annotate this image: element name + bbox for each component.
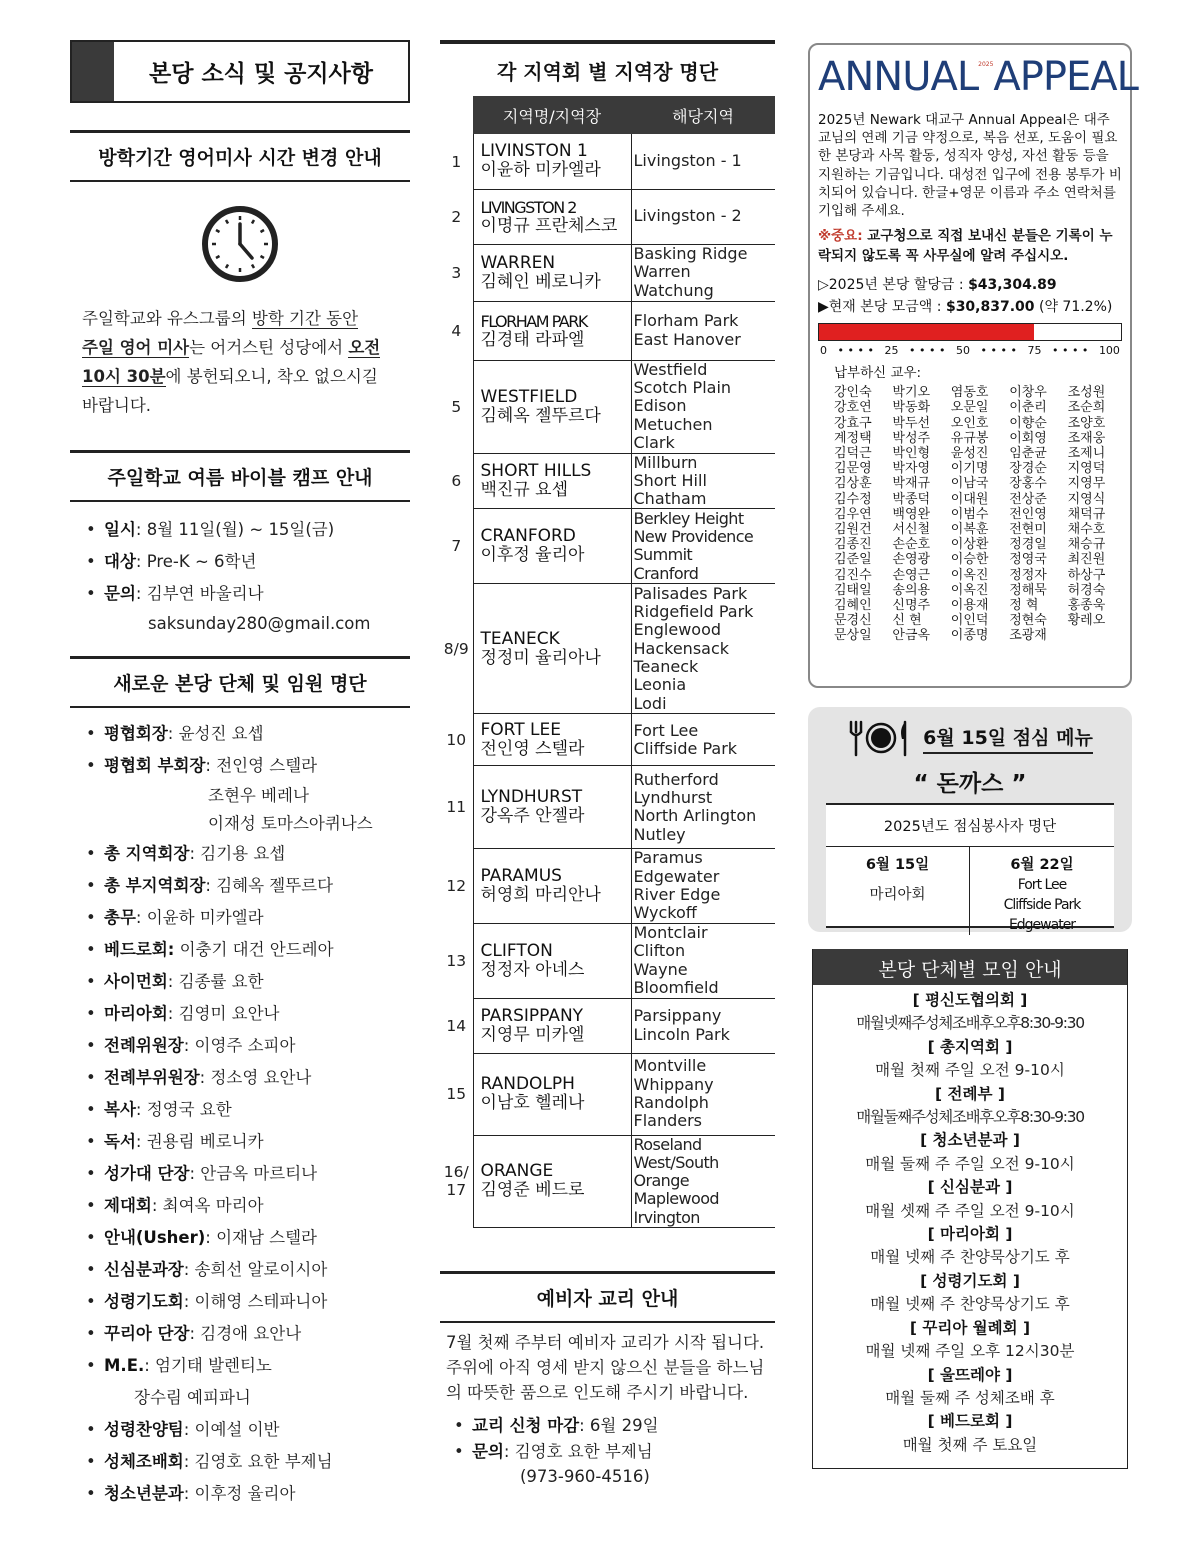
donor-name: 채수호 — [1067, 522, 1106, 538]
officer-item: • 성령기도회: 이해영 스테파니아 — [86, 1286, 410, 1318]
region-name: ORANGE — [480, 1161, 554, 1182]
region-row — [440, 998, 775, 1053]
donor-name: 조순희 — [1067, 400, 1106, 416]
donor-name: 손영근 — [892, 567, 931, 583]
donor-name: 박종덕 — [892, 491, 931, 507]
donor-name: 이춘리 — [1009, 400, 1047, 416]
donor-name: 최진원 — [1067, 552, 1106, 568]
catechumen-heading: 예비자 교리 안내 — [440, 1271, 775, 1323]
meeting-time: 매월 넷째 주 찬양묵상기도 후 — [870, 1295, 1070, 1314]
region-name-cell — [473, 1053, 631, 1135]
donor-name: 조양호 — [1067, 415, 1106, 431]
region-name: LIVINSTON 1 — [480, 141, 588, 162]
lunch-header — [823, 717, 1117, 759]
region-name: PARAMUS — [480, 865, 562, 886]
catechumen-list — [440, 1413, 775, 1465]
officer-item: • 총 지역회장: 김기용 요셉 — [86, 838, 410, 870]
region-name: CRANFORD — [480, 526, 576, 547]
donor-name: 손순호 — [892, 537, 931, 553]
region-number: 5 — [451, 397, 462, 416]
volunteer-week1: 6월 15일 마리아회 — [826, 847, 970, 935]
donor-name: 김진수 — [834, 567, 872, 583]
donor-name: 신 현 — [892, 613, 922, 629]
donor-name: 김덕근 — [834, 446, 872, 462]
donor-name: 이기명 — [950, 461, 989, 477]
donor-name: 정영국 — [1009, 552, 1047, 568]
region-row — [440, 134, 775, 189]
officer-item: • 전례부위원장: 정소영 요안나 — [86, 1062, 410, 1094]
th-areas: 해당지역 — [631, 96, 775, 134]
officer-item: • 평협회장: 윤성진 요셉 — [86, 718, 410, 750]
donor-name: 박인형 — [892, 446, 931, 462]
region-row — [440, 189, 775, 244]
region-leader: 정정미 율리아나 — [480, 647, 601, 668]
volunteer-heading: 2025년도 점심봉사자 명단 — [826, 805, 1114, 847]
region-areas: Livingston - 2 — [631, 189, 775, 244]
region-leader: 이명규 프란체스코 — [480, 215, 618, 236]
region-number: 10 — [446, 730, 467, 749]
donor-name: 박자영 — [892, 461, 931, 477]
officer-item: • 평협회 부회장: 전인영 스텔라 — [86, 750, 410, 782]
region-number: 2 — [451, 207, 462, 226]
meeting-name: [ 꾸리아 월례회 ] — [909, 1318, 1031, 1337]
officer-item: • 안내(Usher): 이재남 스텔라 — [86, 1222, 410, 1254]
region-number: 6 — [451, 471, 462, 490]
donor-name: 박재규 — [892, 476, 931, 492]
progress-scale — [818, 344, 1122, 357]
donor-name: 정 혁 — [1009, 598, 1039, 614]
donor-name: 염동호 — [950, 385, 989, 401]
heading-bar — [72, 42, 114, 101]
th-region: 지역명/지역장 — [473, 96, 631, 134]
donor-name: 장홍수 — [1009, 476, 1047, 492]
officer-item: • 성체조배회: 김영호 요한 부제님 — [86, 1446, 410, 1478]
officer-extra: 장수림 예피파니 — [134, 1388, 251, 1407]
lunch-menu: “ 돈까스 ” — [913, 771, 1027, 797]
region-areas: Basking Ridge Warren Watchung — [631, 244, 775, 301]
region-row — [440, 509, 775, 584]
region-name-cell — [473, 849, 631, 923]
region-number: 1 — [451, 152, 462, 171]
donor-name — [1068, 628, 1122, 643]
donor-name: 김우연 — [834, 506, 872, 522]
officer-item: • M.E.: 엄기태 발렌티노 — [86, 1350, 410, 1382]
meeting-name: [ 평신도협의회 ] — [912, 991, 1028, 1009]
region-row — [440, 766, 775, 849]
region-name: FORT LEE — [480, 719, 561, 740]
donor-name: 안금옥 — [892, 628, 931, 644]
donor-name: 서신철 — [892, 522, 931, 538]
donor-name: 백영완 — [892, 506, 931, 522]
region-number: 7 — [451, 537, 462, 556]
scale-label: 100 — [1098, 344, 1120, 358]
officer-item: • 총 부지역회장: 김혜옥 젤뚜르다 — [86, 870, 410, 902]
officer-item: • 성령찬양팀: 이예설 이반 — [86, 1414, 410, 1446]
meeting-time: 매월넷째주성체조배후오후8:30-9:30 — [856, 1014, 1084, 1033]
region-name-cell — [473, 453, 631, 509]
appeal-title: $ANNUAL^{2025}APPEAL$ — [818, 54, 1138, 100]
donor-name: 채승규 — [1067, 537, 1106, 553]
region-areas: Paramus Edgewater River Edge Wyckoff — [631, 849, 775, 923]
meeting-time: 매월 넷째 주 찬양묵상기도 후 — [870, 1248, 1070, 1267]
donor-name: 정정자 — [1009, 567, 1047, 583]
region-areas: Roseland West/South Orange Maplewood Irvington — [631, 1135, 775, 1227]
donor-name: 이상환 — [950, 537, 989, 553]
donor-name: 이종명 — [950, 628, 989, 644]
donor-name: 조재웅 — [1067, 430, 1106, 446]
donor-name: 정경일 — [1009, 537, 1047, 553]
meeting-name: [ 신심분과 ] — [927, 1178, 1013, 1197]
meeting-name: [ 베드로회 ] — [927, 1412, 1013, 1431]
scale-label: 50 — [955, 344, 970, 358]
volunteer-week2: 6월 22일 Fort Lee Cliffside Park Edgewater — [1003, 857, 1081, 933]
region-name-cell — [473, 244, 631, 301]
region-name-cell — [473, 360, 631, 453]
region-number: 16/ 17 — [443, 1163, 469, 1200]
volunteer-table — [826, 803, 1114, 933]
donor-name: 신명주 — [892, 598, 931, 614]
officer-item: • 꾸리아 단장: 김경애 요안나 — [86, 1318, 410, 1350]
meeting-time: 매월 둘째 주 성체조배 후 — [885, 1388, 1055, 1407]
officer-item: • 베드로회: 이충기 대건 안드레아 — [86, 934, 410, 966]
donor-name: 이복훈 — [950, 522, 989, 538]
donor-name: 이용재 — [950, 598, 989, 614]
meeting-name: [ 성령기도회 ] — [920, 1271, 1020, 1290]
donor-name: 박성주 — [892, 430, 931, 446]
meeting-time: 매월 셋째 주 주일 오전 9-10시 — [865, 1201, 1075, 1220]
donor-name: 강호연 — [834, 400, 872, 416]
region-leader: 허영희 마리안나 — [480, 884, 601, 905]
region-areas: Westfield Scotch Plain Edison Metuchen Clark — [631, 360, 775, 453]
donor-name: 전현미 — [1009, 522, 1047, 538]
donor-name: 전상준 — [1009, 491, 1047, 507]
meeting-time: 매월 첫째 주일 오전 9-10시 — [875, 1061, 1065, 1080]
officer-item: • 청소년분과: 이후정 율리아 — [86, 1478, 410, 1510]
region-row — [440, 584, 775, 714]
region-name-cell — [473, 998, 631, 1053]
appeal-important: ※중요: 교구청으로 직접 보내신 분들은 기록이 누락되지 않도록 꼭 사무실에 알려 주십시오. — [818, 228, 1113, 265]
camp-item: • 일시: 8월 11일(월) ~ 15일(금) — [86, 514, 410, 546]
donor-name: 허경숙 — [1067, 582, 1106, 598]
region-leader: 백진규 요셉 — [480, 479, 569, 500]
meetings-heading: 본당 단체별 모임 안내 — [813, 949, 1127, 985]
main-heading-box — [70, 40, 410, 103]
camp-item: • 대상: Pre-K ~ 6학년 — [86, 546, 410, 578]
region-row — [440, 1053, 775, 1135]
donor-name: 윤성진 — [950, 446, 989, 462]
officer-item: • 제대회: 최여옥 마리아 — [86, 1190, 410, 1222]
donor-name: 홍종욱 — [1067, 598, 1106, 614]
meeting-name: [ 총지역회 ] — [927, 1037, 1013, 1056]
officer-item: • 성가대 단장: 안금옥 마르티나 — [86, 1158, 410, 1190]
scale-label: 75 — [1027, 344, 1042, 358]
mass-text: 주일학교와 유스그룹의 방학 기간 동안 주일 영어 미사는 어거스틴 성당에서 오전 10시 30분에 봉헌되오니, 착오 없으시길 바랍니다. — [82, 309, 381, 415]
region-leader: 강옥주 안젤라 — [480, 806, 585, 827]
region-name: WARREN — [480, 252, 556, 273]
region-row — [440, 453, 775, 509]
lunch-heading: 6월 15일 점심 메뉴 — [923, 723, 1093, 754]
donor-name: 김문영 — [834, 461, 872, 477]
donor-name: 오문일 — [950, 400, 989, 416]
region-number: 13 — [446, 951, 467, 970]
progress-fill — [819, 324, 1034, 340]
region-name: RANDOLPH — [480, 1074, 575, 1095]
region-name-cell — [473, 189, 631, 244]
scale-label: • • • • — [980, 344, 1017, 358]
meeting-name: [ 전례부 ] — [935, 1084, 1005, 1103]
camp-item: • 문의: 김부연 바울리나 — [86, 578, 410, 610]
region-areas: Berkley Height New Providence Summit Cranford — [631, 509, 775, 584]
region-leader: 정정자 아네스 — [480, 959, 585, 980]
column-right — [808, 43, 1138, 1469]
meeting-name: [ 울뜨레야 ] — [927, 1365, 1013, 1384]
region-name-cell — [473, 509, 631, 584]
regions-table — [440, 96, 775, 1228]
region-areas: Florham Park East Hanover — [631, 301, 775, 360]
region-row — [440, 301, 775, 360]
donor-name: 유규봉 — [950, 430, 989, 446]
region-leader: 전인영 스텔라 — [480, 738, 585, 759]
donor-name: 전인영 — [1009, 506, 1047, 522]
donor-name: 조광재 — [1009, 628, 1047, 644]
region-name-cell — [473, 1135, 631, 1227]
region-areas: Montclair Clifton Wayne Bloomfield — [631, 923, 775, 998]
meeting-time: 매월 넷째 주일 오후 12시30분 — [865, 1342, 1075, 1361]
officer-extra: 이재성 토마스아퀴나스 — [208, 814, 373, 833]
donor-name: 오인호 — [950, 415, 989, 431]
region-row — [440, 360, 775, 453]
region-number: 8/9 — [443, 639, 469, 658]
donor-name: 이옥진 — [950, 567, 989, 583]
appeal-raised: ▶현재 본당 모금액 : $30,837.00 (약 71.2%) — [818, 299, 1113, 316]
officer-extra: 조현우 베레나 — [208, 786, 309, 805]
region-leader: 김영준 베드로 — [480, 1180, 585, 1201]
appeal-target: ▷2025년 본당 할당금 : $43,304.89 — [818, 277, 1057, 294]
region-row — [440, 244, 775, 301]
meeting-time: 매월 첫째 주 토요일 — [902, 1435, 1038, 1454]
donor-name: 송의용 — [892, 582, 931, 598]
region-areas: Rutherford Lyndhurst North Arlington Nutley — [631, 766, 775, 849]
donor-name: 김혜인 — [834, 598, 872, 614]
scale-label: 25 — [884, 344, 899, 358]
officer-item: • 복사: 정영국 요한 — [86, 1094, 410, 1126]
region-areas: Millburn Short Hill Chatham — [631, 453, 775, 509]
donor-name: 지영무 — [1067, 476, 1106, 492]
donor-name: 이인덕 — [950, 613, 989, 629]
region-number: 11 — [446, 798, 467, 817]
region-areas: Montville Whippany Randolph Flanders — [631, 1053, 775, 1135]
region-leader: 지영무 미카엘 — [480, 1024, 585, 1045]
region-name-cell — [473, 584, 631, 714]
region-leader: 김혜인 베로니카 — [480, 271, 601, 292]
scale-label: 0 — [820, 344, 827, 358]
officer-item: • 독서: 권용림 베로니카 — [86, 1126, 410, 1158]
region-number: 3 — [451, 263, 462, 282]
donor-name: 조성원 — [1067, 385, 1106, 401]
region-row — [440, 923, 775, 998]
region-name: TEANECK — [480, 628, 560, 649]
donor-name: 이향순 — [1009, 415, 1047, 431]
donor-name: 박동화 — [892, 400, 931, 416]
scale-label: • • • • — [837, 344, 874, 358]
donor-name: 이승한 — [950, 552, 989, 568]
meeting-time: 매월둘째주성체조배후오후8:30-9:30 — [856, 1108, 1084, 1127]
region-name-cell — [473, 766, 631, 849]
donor-name: 이대원 — [950, 491, 989, 507]
donor-name: 박두선 — [892, 415, 931, 431]
officer-item: • 신심분과장: 송희선 알로이시아 — [86, 1254, 410, 1286]
region-name-cell — [473, 134, 631, 189]
region-row — [440, 1135, 775, 1227]
donor-name: 하상구 — [1067, 567, 1106, 583]
donor-name: 지영식 — [1067, 491, 1106, 507]
donor-name: 조제니 — [1067, 446, 1106, 462]
scale-label: • • • • — [1051, 344, 1089, 358]
region-areas: Fort Lee Cliffside Park — [631, 714, 775, 766]
meeting-time: 매월 둘째 주 주일 오전 9-10시 — [865, 1154, 1075, 1173]
camp-list — [70, 514, 410, 610]
donor-name: 손영광 — [892, 552, 931, 568]
region-areas: Livingston - 1 — [631, 134, 775, 189]
donor-name: 이옥진 — [950, 582, 989, 598]
region-leader: 이후정 율리아 — [480, 545, 585, 566]
region-name-cell — [473, 923, 631, 998]
catechumen-phone: (973-960-4516) — [520, 1467, 650, 1487]
donor-name: 김원건 — [834, 522, 872, 538]
donor-name: 장경순 — [1009, 461, 1047, 477]
officer-item: • 사이먼회: 김종률 요한 — [86, 966, 410, 998]
dining-icon — [847, 719, 915, 757]
donor-name: 문상일 — [834, 628, 872, 644]
mass-heading: 방학기간 영어미사 시간 변경 안내 — [70, 130, 410, 182]
region-number: 15 — [446, 1085, 467, 1104]
catechumen-item: • 교리 신청 마감: 6월 29일 — [454, 1413, 775, 1439]
officers-heading: 새로운 본당 단체 및 임원 명단 — [70, 656, 410, 708]
region-name-cell — [473, 301, 631, 360]
regions-heading: 각 지역회 별 지역장 명단 — [440, 40, 775, 96]
donor-name: 채덕규 — [1067, 506, 1106, 522]
donor-name: 이범수 — [950, 506, 989, 522]
catechumen-item: • 문의: 김영호 요한 부제님 — [454, 1439, 775, 1465]
clock-icon — [70, 204, 410, 284]
region-name: LYNDHURST — [480, 787, 583, 808]
donor-name: 정해묵 — [1009, 582, 1047, 598]
donor-name: 정현숙 — [1009, 613, 1047, 629]
camp-email: saksunday280@gmail.com — [148, 614, 371, 633]
main-heading: 본당 소식 및 공지사항 — [149, 61, 373, 87]
region-name: CLIFTON — [480, 940, 553, 961]
donor-name: 황레오 — [1067, 613, 1106, 629]
catechumen-text: 7월 첫째 주부터 예비자 교리가 시작 됩니다. 주위에 아직 영세 받지 않으신 분들을 하느님의 따뜻한 품으로 인도해 주시기 바랍니다. — [446, 1333, 765, 1403]
region-number: 14 — [446, 1016, 467, 1035]
donor-name: 지영덕 — [1067, 461, 1106, 477]
appeal-text: 2025년 Newark 대교구 Annual Appeal은 대주교님의 연례 기금 약정으로, 복음 선포, 도움이 필요한 본당과 사목 활동, 성직자 양성, 자선 활동 등을 지원하는 기금입니다. 대성전 입구에 전용 봉투가 비치되어 있습니다. 한글+영문 이름과 주소 연락처를 기입해 주세요. — [818, 112, 1122, 220]
meetings-box — [812, 949, 1128, 1469]
region-name: WESTFIELD — [480, 386, 578, 407]
donor-name: 김준일 — [834, 552, 872, 568]
region-areas: Palisades Park Ridgefield Park Englewood Hackensack Teaneck Leonia Lodi — [631, 584, 775, 714]
region-leader: 김혜옥 젤뚜르다 — [480, 405, 601, 426]
donor-name: 김상훈 — [834, 476, 872, 492]
lunch-box — [808, 707, 1132, 932]
appeal-progress-bar — [818, 323, 1122, 341]
region-name: LIVINGSTON 2 — [480, 197, 576, 217]
officer-item: • 마리아회: 김영미 요안나 — [86, 998, 410, 1030]
region-leader: 이남호 헬레나 — [480, 1093, 585, 1114]
region-areas: Parsippany Lincoln Park — [631, 998, 775, 1053]
donors-list — [818, 385, 1122, 643]
column-middle — [440, 40, 775, 1489]
region-name: FLORHAM PARK — [480, 311, 587, 331]
donor-name: 문경신 — [834, 613, 872, 629]
annual-appeal-box — [808, 43, 1138, 688]
column-left — [70, 40, 410, 1510]
donors-heading: 납부하신 교우: — [834, 365, 922, 382]
region-leader: 김경태 라파엘 — [480, 329, 585, 350]
donor-name: 임춘균 — [1009, 446, 1047, 462]
officer-item: • 총무: 이윤하 미카엘라 — [86, 902, 410, 934]
region-name: SHORT HILLS — [480, 460, 592, 481]
donor-name: 계정택 — [834, 430, 872, 446]
donor-name: 박기오 — [892, 385, 931, 401]
region-row — [440, 714, 775, 766]
officer-item: • 전례위원장: 이영주 소피아 — [86, 1030, 410, 1062]
donor-name: 이창우 — [1009, 385, 1047, 401]
region-number: 12 — [446, 876, 467, 895]
donor-name: 김수정 — [834, 491, 872, 507]
donor-name: 강인숙 — [834, 385, 872, 401]
donor-name: 강효구 — [834, 415, 872, 431]
camp-heading: 주일학교 여름 바이블 캠프 안내 — [70, 450, 410, 502]
region-name: PARSIPPANY — [480, 1005, 584, 1026]
meeting-name: [ 마리아회 ] — [927, 1225, 1013, 1244]
region-leader: 이윤하 미카엘라 — [480, 160, 601, 181]
region-name-cell — [473, 714, 631, 766]
region-number: 4 — [451, 321, 462, 340]
donor-name: 이남국 — [950, 476, 989, 492]
scale-label: • • • • — [909, 344, 946, 358]
donor-name: 김태일 — [834, 582, 872, 598]
region-row — [440, 849, 775, 923]
officers-list — [70, 718, 410, 1510]
donor-name: 이회영 — [1009, 430, 1047, 446]
meeting-name: [ 청소년분과 ] — [920, 1131, 1020, 1150]
donor-name: 김종진 — [834, 537, 872, 553]
